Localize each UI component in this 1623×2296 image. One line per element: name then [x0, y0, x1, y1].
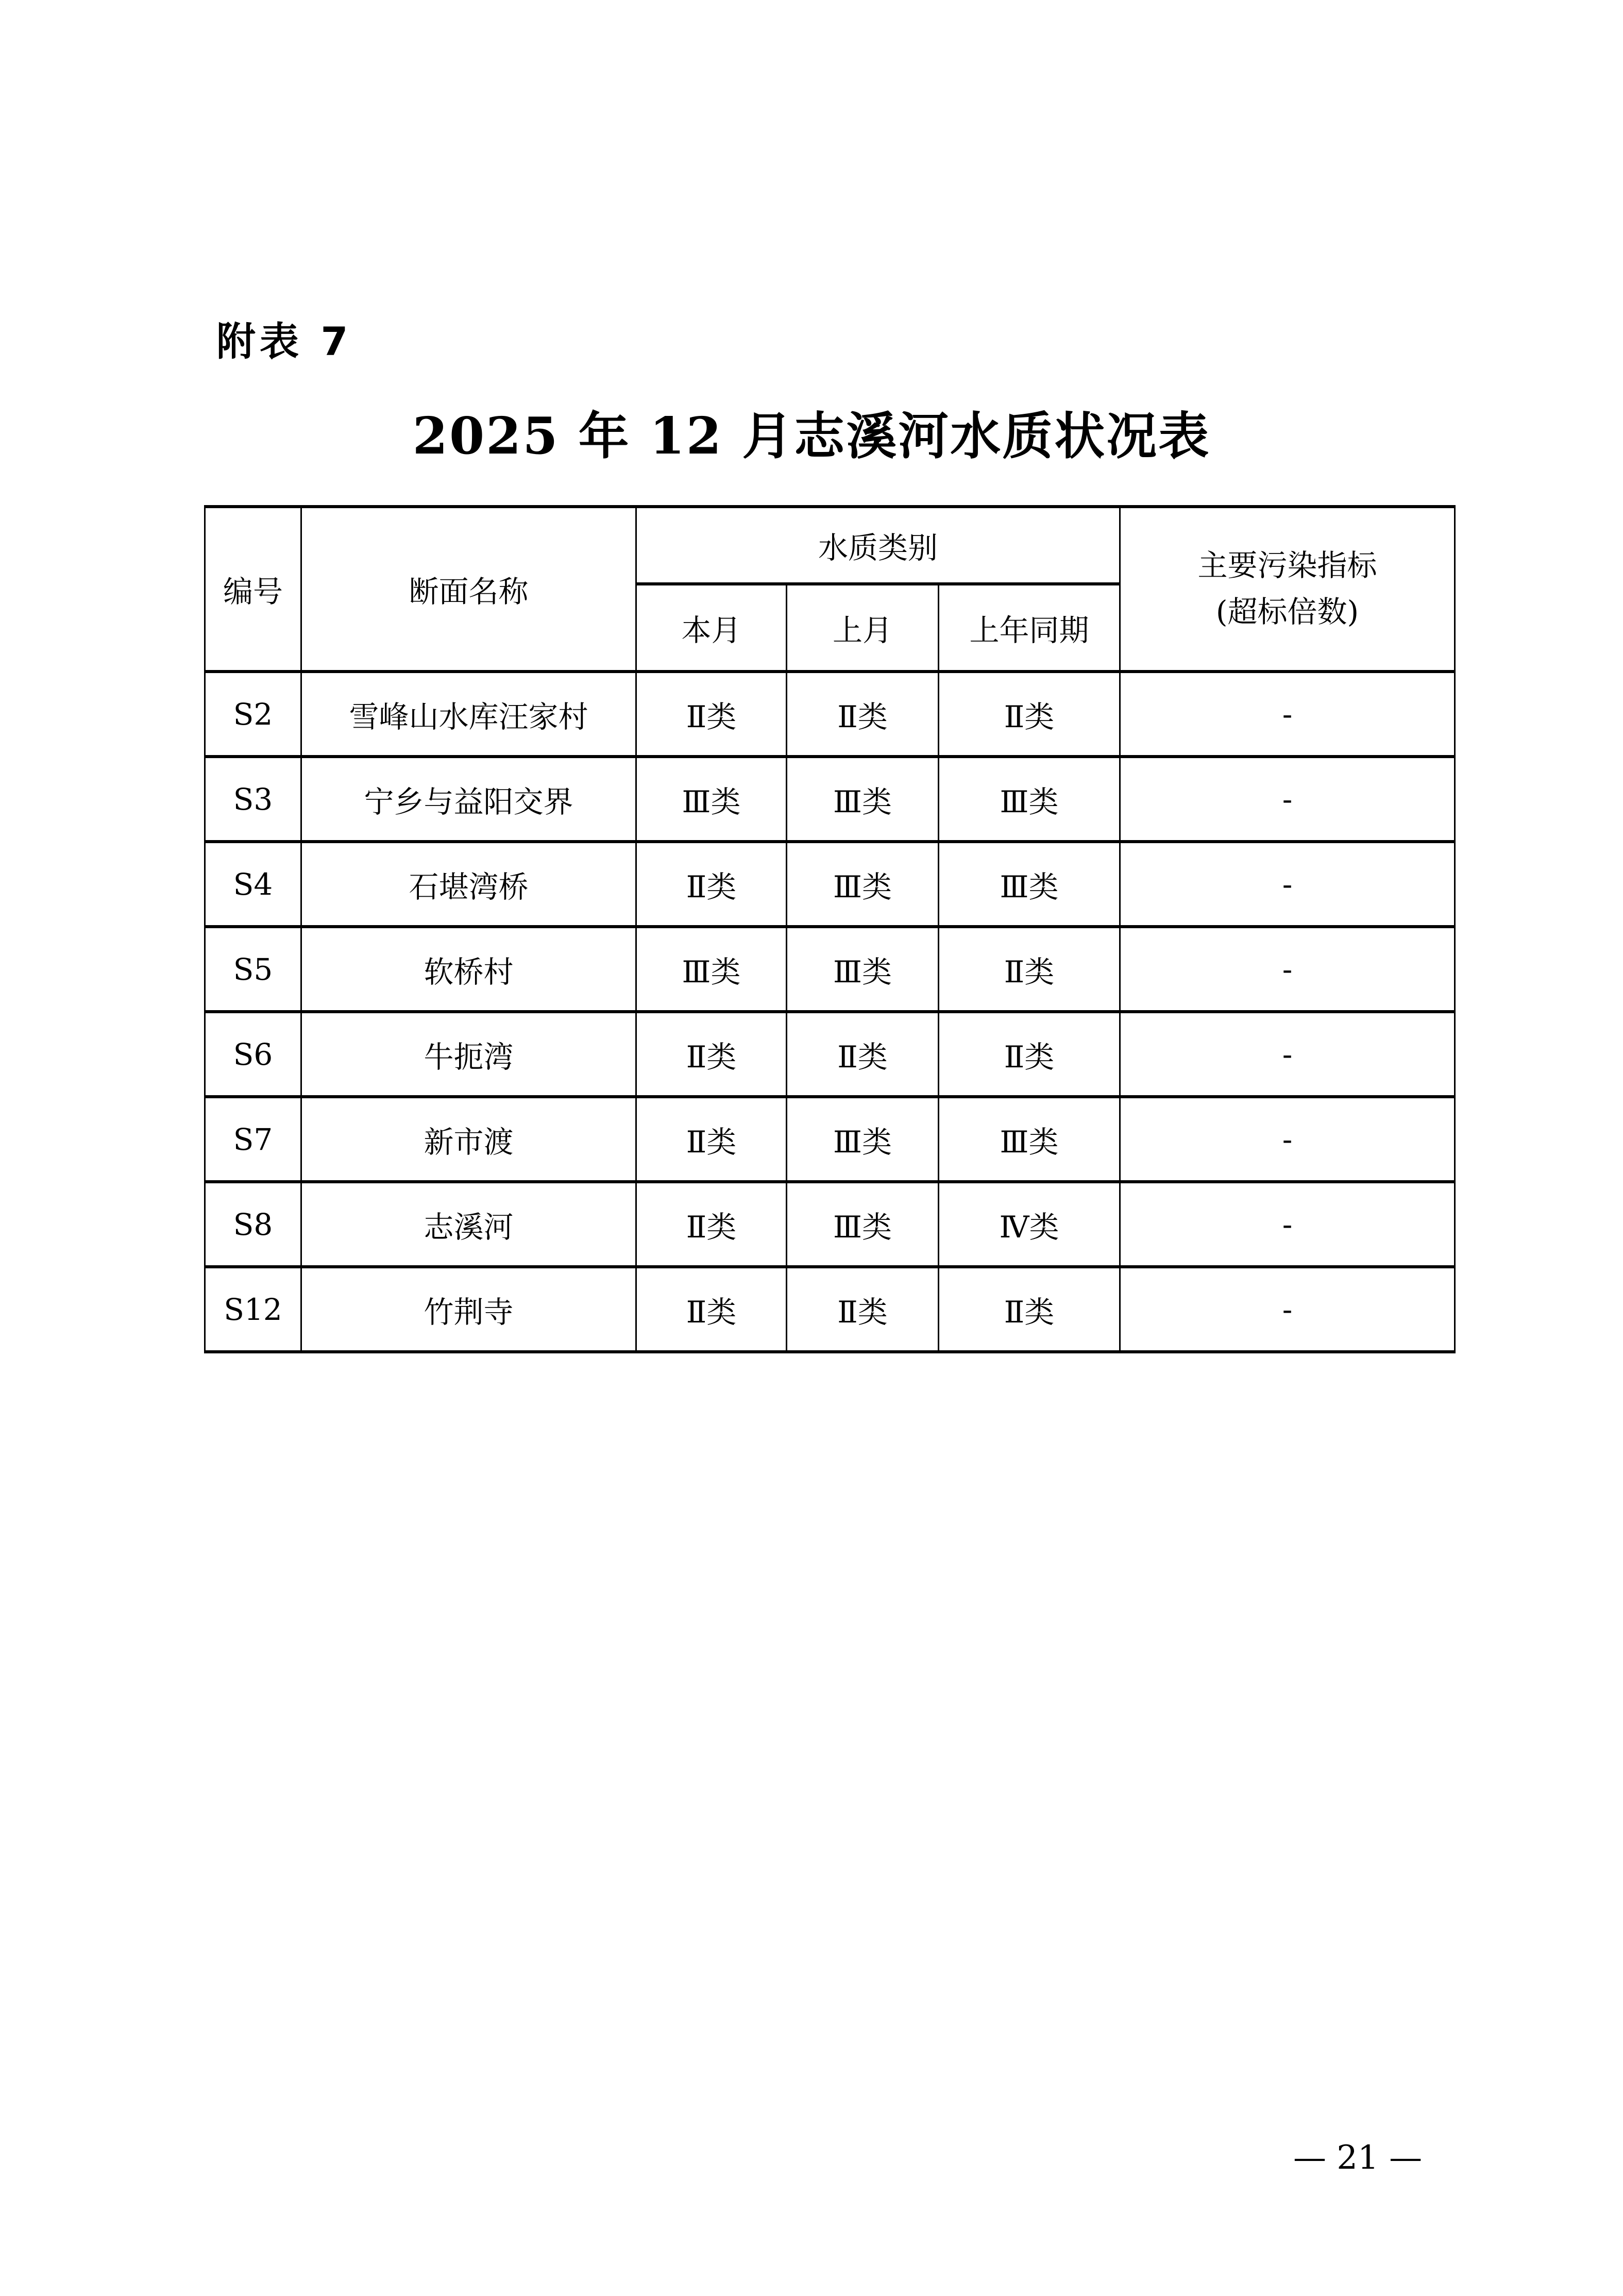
this-month-cell: Ⅲ类 — [636, 927, 787, 1012]
same-period-cell: Ⅱ类 — [939, 1267, 1120, 1352]
section-name-cell: 竹荆寺 — [301, 1267, 636, 1352]
section-name-cell: 软桥村 — [301, 927, 636, 1012]
last-month-cell: Ⅲ类 — [787, 842, 939, 927]
table-row — [205, 1012, 1455, 1097]
this-month-cell: Ⅱ类 — [636, 1267, 787, 1352]
same-period-cell: Ⅲ类 — [939, 842, 1120, 927]
pollutants-cell: - — [1120, 1182, 1455, 1267]
section-name-cell: 志溪河 — [301, 1182, 636, 1267]
this-month-cell: Ⅲ类 — [636, 757, 787, 842]
pollutants-cell: - — [1120, 927, 1455, 1012]
header-last-month: 上月 — [787, 584, 939, 672]
row-id-cell: S4 — [205, 842, 301, 927]
last-month-cell: Ⅲ类 — [787, 757, 939, 842]
table-row — [205, 842, 1455, 927]
page-title: 2025 年 12 月志溪河水质状况表 — [412, 407, 1211, 466]
header-water-quality-category: 水质类别 — [636, 507, 1120, 584]
section-name-cell: 牛扼湾 — [301, 1012, 636, 1097]
last-month-cell: Ⅱ类 — [787, 1012, 939, 1097]
header-same-period-last-year: 上年同期 — [939, 584, 1120, 672]
page-number: — 21 — — [1293, 2139, 1423, 2177]
row-id-cell: S7 — [205, 1097, 301, 1182]
same-period-cell: Ⅱ类 — [939, 1012, 1120, 1097]
pollutants-cell: - — [1120, 1097, 1455, 1182]
section-name-cell: 石堪湾桥 — [301, 842, 636, 927]
table-row — [205, 1097, 1455, 1182]
header-id: 编号 — [205, 507, 301, 672]
table-row — [205, 757, 1455, 842]
row-id-cell: S8 — [205, 1182, 301, 1267]
pollutants-cell: - — [1120, 1012, 1455, 1097]
pollutants-cell: - — [1120, 757, 1455, 842]
table-row — [205, 927, 1455, 1012]
table-row — [205, 1267, 1455, 1352]
row-id-cell: S6 — [205, 1012, 301, 1097]
pollutants-cell: - — [1120, 842, 1455, 927]
header-main-pollutants-line2: (超标倍数) — [1215, 594, 1359, 629]
attachment-label: 附表 7 — [216, 319, 352, 364]
header-main-pollutants-line1: 主要污染指标 — [1197, 548, 1377, 583]
row-id-cell: S12 — [205, 1267, 301, 1352]
row-id-cell: S3 — [205, 757, 301, 842]
pollutants-cell: - — [1120, 672, 1455, 757]
table-row — [205, 672, 1455, 757]
this-month-cell: Ⅱ类 — [636, 1097, 787, 1182]
same-period-cell: Ⅲ类 — [939, 757, 1120, 842]
header-section-name: 断面名称 — [301, 507, 636, 672]
same-period-cell: Ⅱ类 — [939, 672, 1120, 757]
section-name-cell: 雪峰山水库汪家村 — [301, 672, 636, 757]
table-header — [205, 507, 1455, 672]
same-period-cell: Ⅳ类 — [939, 1182, 1120, 1267]
header-row-1 — [205, 507, 1455, 584]
row-id-cell: S2 — [205, 672, 301, 757]
last-month-cell: Ⅱ类 — [787, 672, 939, 757]
last-month-cell: Ⅲ类 — [787, 927, 939, 1012]
section-name-cell: 新市渡 — [301, 1097, 636, 1182]
row-id-cell: S5 — [205, 927, 301, 1012]
last-month-cell: Ⅲ类 — [787, 1182, 939, 1267]
this-month-cell: Ⅱ类 — [636, 672, 787, 757]
section-name-cell: 宁乡与益阳交界 — [301, 757, 636, 842]
table-row — [205, 1182, 1455, 1267]
last-month-cell: Ⅲ类 — [787, 1097, 939, 1182]
this-month-cell: Ⅱ类 — [636, 1182, 787, 1267]
header-this-month: 本月 — [636, 584, 787, 672]
water-quality-table — [204, 505, 1456, 1353]
header-main-pollutants — [1120, 507, 1455, 672]
this-month-cell: Ⅱ类 — [636, 842, 787, 927]
table-body — [205, 672, 1455, 1352]
pollutants-cell: - — [1120, 1267, 1455, 1352]
same-period-cell: Ⅲ类 — [939, 1097, 1120, 1182]
this-month-cell: Ⅱ类 — [636, 1012, 787, 1097]
last-month-cell: Ⅱ类 — [787, 1267, 939, 1352]
same-period-cell: Ⅱ类 — [939, 927, 1120, 1012]
